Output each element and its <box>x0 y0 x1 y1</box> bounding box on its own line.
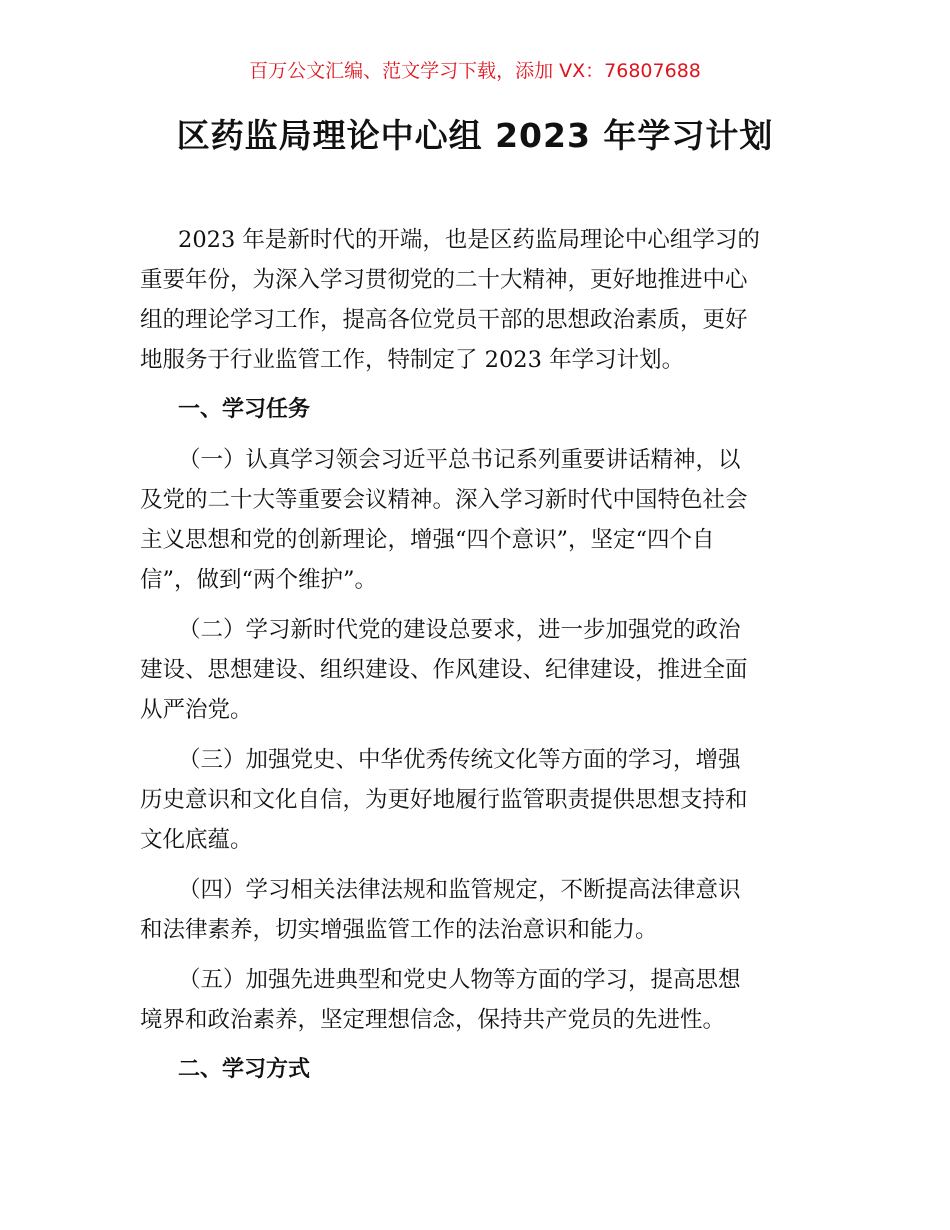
text-line: 重要年份，为深入学习贯彻党的二十大精神，更好地推进中心 <box>140 267 748 293</box>
section-heading: 一、学习任务 <box>178 397 311 422</box>
text-line: 及党的二十大等重要会议精神。深入学习新时代中国特色社会 <box>140 487 748 513</box>
text-line: 信”，做到“两个维护”。 <box>140 567 378 593</box>
section-heading: 二、学习方式 <box>178 1057 311 1082</box>
intro-paragraph <box>140 220 820 380</box>
text-line: 组的理论学习工作，提高各位党员干部的思想政治素质，更好 <box>140 307 748 333</box>
watermark-banner: 百万公文汇编、范文学习下载，添加 VX：76807688 <box>249 60 701 82</box>
text-line: （三）加强党史、中华优秀传统文化等方面的学习，增强 <box>178 747 741 773</box>
text-line: 境界和政治素养，坚定理想信念，保持共产党员的先进性。 <box>140 1007 726 1033</box>
text-line: （二）学习新时代党的建设总要求，进一步加强党的政治 <box>178 617 741 643</box>
item-paragraph <box>140 740 820 860</box>
text-line: 从严治党。 <box>140 697 253 723</box>
item-paragraph <box>140 440 820 600</box>
text-line: （一）认真学习领会习近平总书记系列重要讲话精神，以 <box>178 447 741 473</box>
text-line: 历史意识和文化自信，为更好地履行监管职责提供思想支持和 <box>140 787 748 813</box>
text-line: 地服务于行业监管工作，特制定了 2023 年学习计划。 <box>140 347 685 373</box>
item-paragraph <box>140 610 820 730</box>
text-line: （四）学习相关法律法规和监管规定，不断提高法律意识 <box>178 877 741 903</box>
document-body <box>140 220 820 1100</box>
text-line: 建设、思想建设、组织建设、作风建设、纪律建设，推进全面 <box>140 657 748 683</box>
item-paragraph <box>140 960 820 1040</box>
document-title: 区药监局理论中心组 2023 年学习计划 <box>176 116 774 155</box>
text-line: 和法律素养，切实增强监管工作的法治意识和能力。 <box>140 917 658 943</box>
text-line: 文化底蕴。 <box>140 827 253 853</box>
text-line: 主义思想和党的创新理论，增强“四个意识”，坚定“四个自 <box>140 527 715 553</box>
text-line: 2023 年是新时代的开端，也是区药监局理论中心组学习的 <box>178 227 760 253</box>
item-paragraph <box>140 870 820 950</box>
text-line: （五）加强先进典型和党史人物等方面的学习，提高思想 <box>178 967 741 993</box>
